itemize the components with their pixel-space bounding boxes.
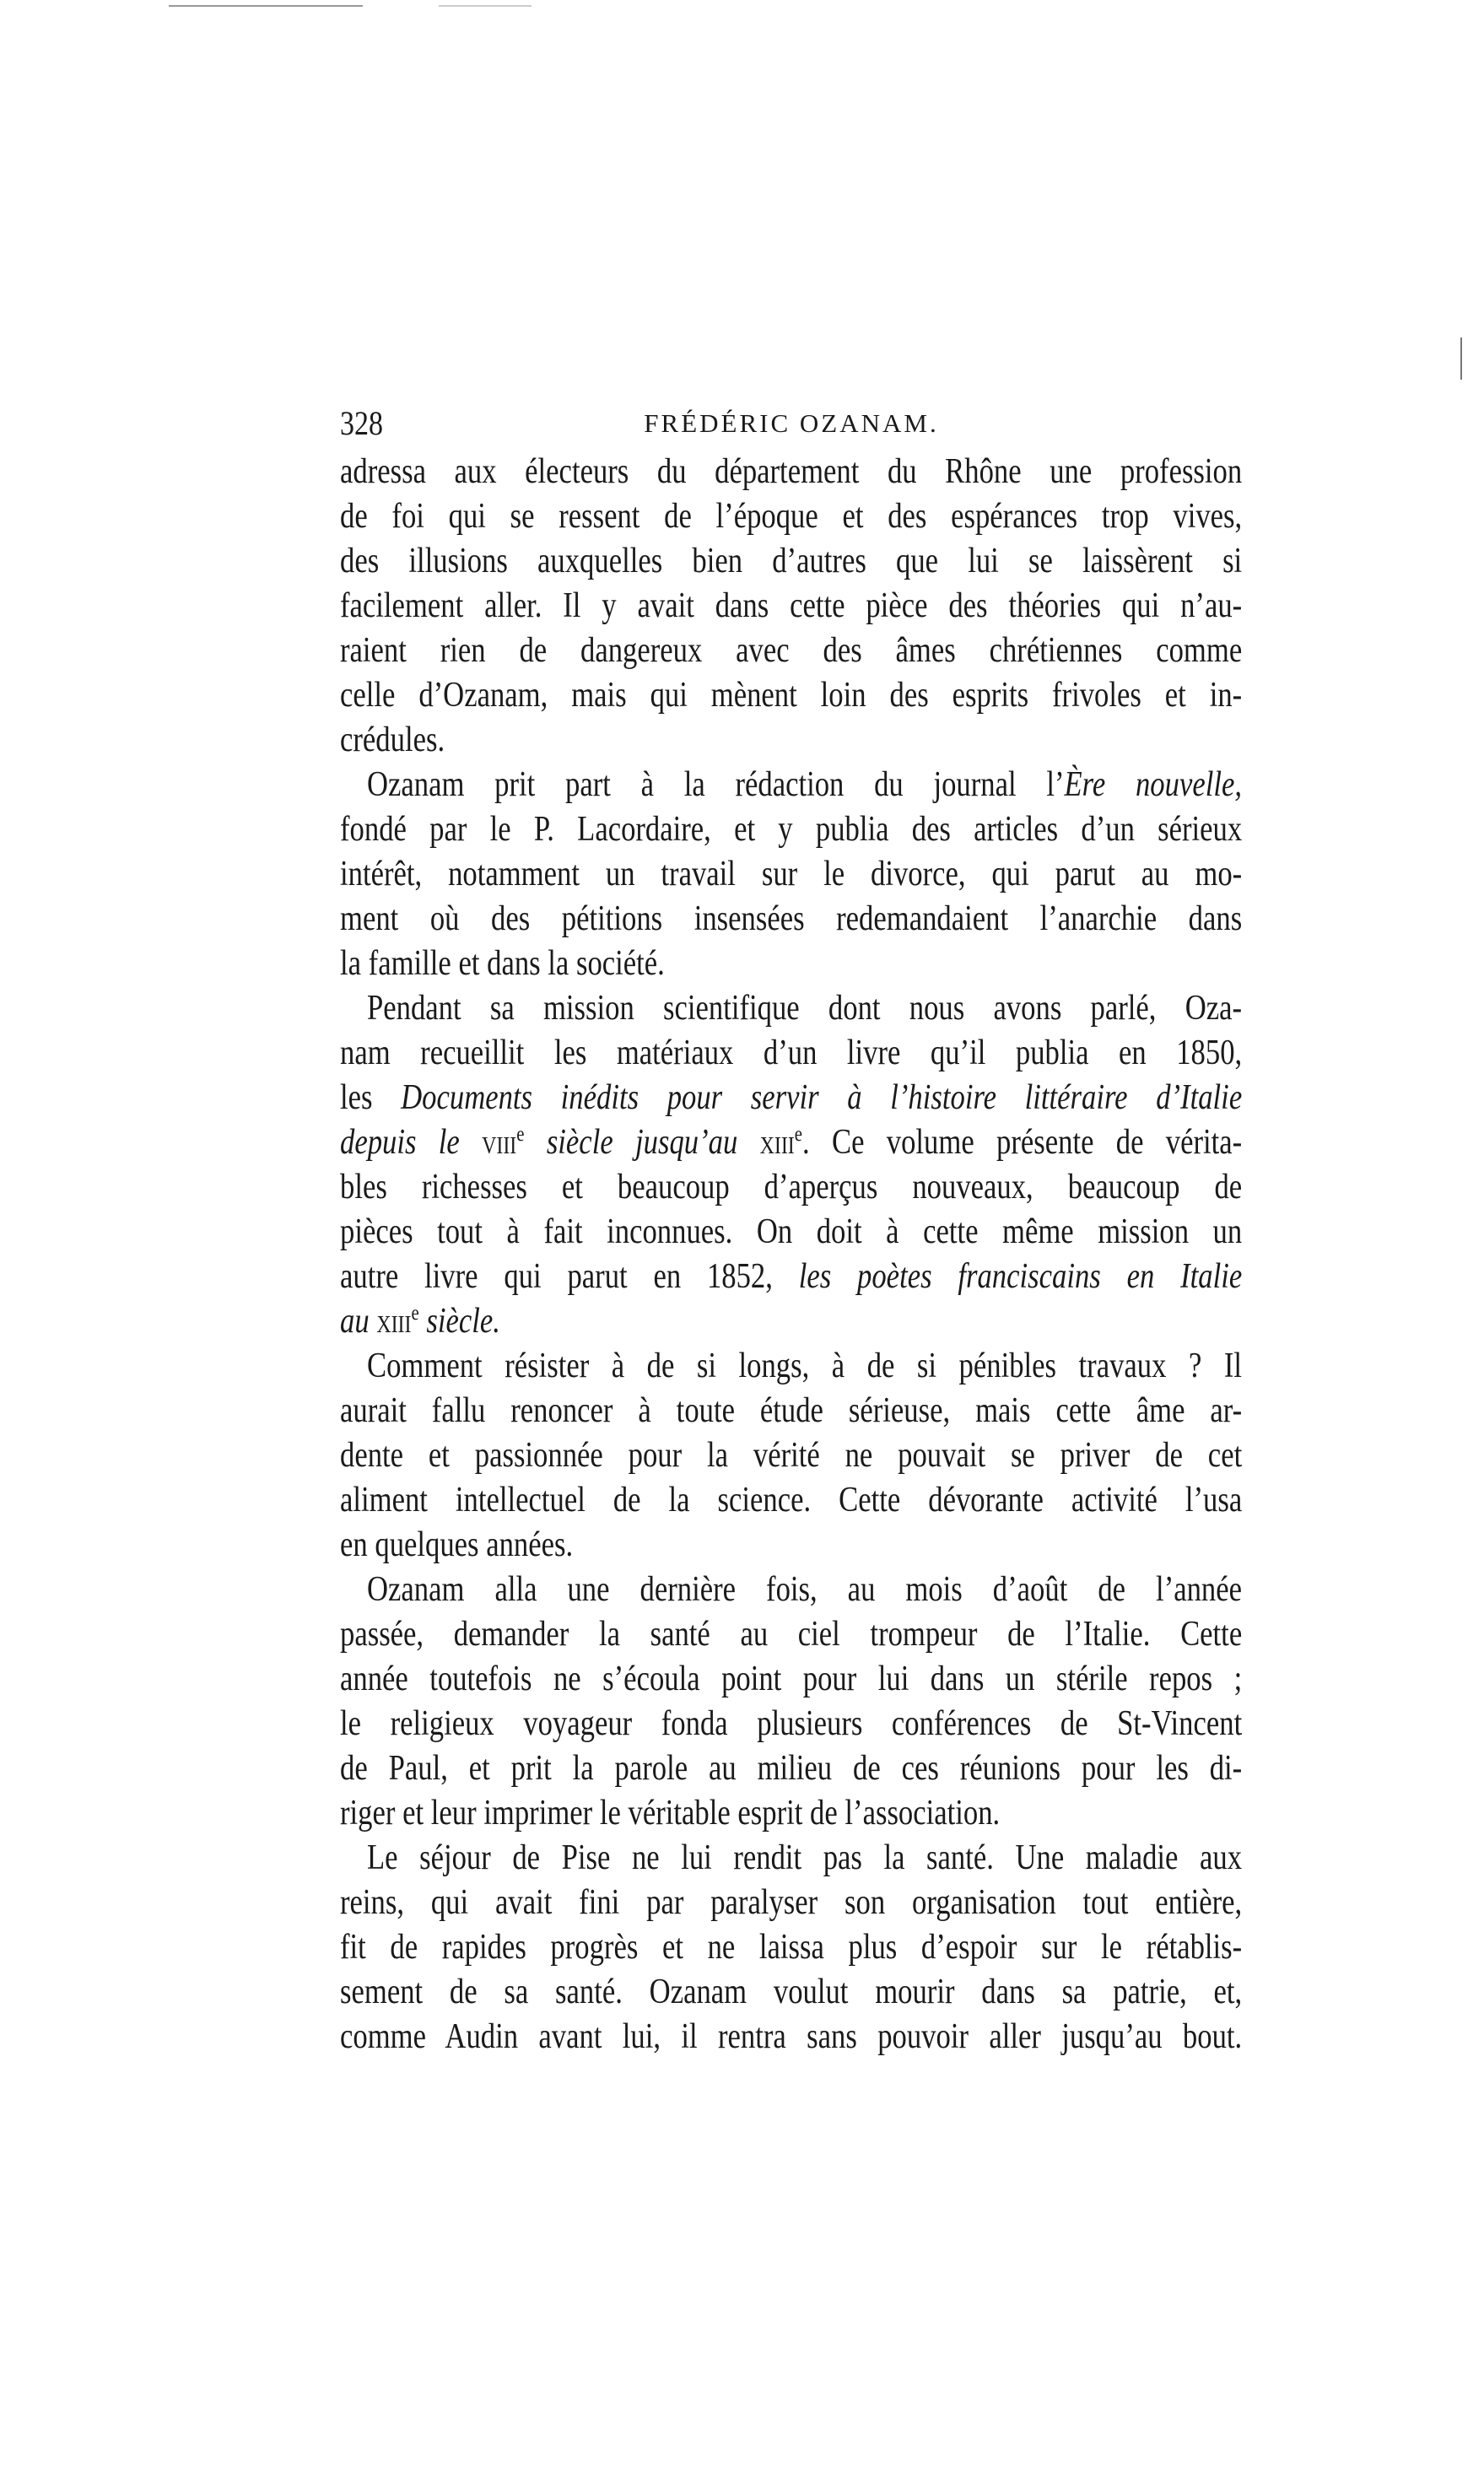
text-segment: reins, qui avait fini par paralyser son organisation tout entière, — [340, 1883, 1243, 1922]
text-line — [340, 1210, 1242, 1255]
text-line — [340, 1881, 1242, 1925]
text-segment: année toutefois ne s’écoula point pour lui dans un stérile repos ; — [340, 1660, 1243, 1698]
scan-edge-mark — [1460, 337, 1462, 380]
text-segment: les — [340, 1078, 402, 1117]
text-line — [340, 718, 1242, 763]
superscript: e — [516, 1123, 525, 1146]
text-segment: adressa aux électeurs du département du Rhône une profession — [340, 452, 1243, 491]
italic-text: Documents inédits pour servir à l’histoire littéraire d’Italie — [401, 1078, 1243, 1117]
text-line — [340, 450, 1242, 494]
text-line — [340, 629, 1242, 673]
text-line — [340, 807, 1242, 852]
scan-artifact — [169, 5, 363, 7]
text-segment: ment où des pétitions insensées redemandaient l’anarchie dans — [340, 899, 1243, 938]
italic-text: les poètes franciscains en Italie — [798, 1257, 1243, 1296]
text-line — [340, 1255, 1242, 1299]
running-head-title: FRÉDÉRIC OZANAM. — [644, 408, 939, 438]
text-segment: fit de rapides progrès et ne laissa plus d’espoir sur le rétablis- — [340, 1928, 1243, 1967]
small-caps-numeral: xiii — [759, 1123, 795, 1162]
text-segment: de Paul, et prit la parole au milieu de ces réunions pour les di- — [340, 1749, 1243, 1788]
text-segment: Comment résister à de si longs, à de si pénibles travaux ? Il — [367, 1347, 1243, 1385]
text-line — [340, 539, 1242, 584]
text-line — [340, 942, 1242, 986]
text-segment: Le séjour de Pise ne lui rendit pas la santé. Une maladie aux — [367, 1838, 1243, 1877]
text-line — [340, 1299, 1242, 1344]
text-line — [340, 1389, 1242, 1433]
text-segment: nam recueillit les matériaux d’un livre qu’il publia en 1850, — [340, 1034, 1243, 1072]
text-line — [340, 852, 1242, 897]
text-segment: Ozanam prit part à la rédaction du journal l’ — [367, 765, 1065, 804]
text-segment: dente et passionnée pour la vérité ne pouvait se priver de cet — [340, 1436, 1243, 1475]
italic-text: siècle. — [418, 1302, 500, 1341]
text-segment: en quelques années. — [340, 1525, 574, 1564]
text-segment: aurait fallu renoncer à toute étude sérieuse, mais cette âme ar- — [340, 1391, 1243, 1430]
text-segment: sement de sa santé. Ozanam voulut mourir dans sa patrie, et, — [340, 1973, 1243, 2011]
text-segment: fondé par le P. Lacordaire, et y publia des articles d’un sérieux — [340, 810, 1243, 849]
text-line — [340, 1702, 1242, 1746]
text-segment: raient rien de dangereux avec des âmes chrétiennes comme — [340, 631, 1243, 670]
text-line — [340, 1165, 1242, 1210]
italic-text: depuis le — [340, 1123, 483, 1162]
text-line — [367, 986, 1242, 1031]
text-line — [340, 1076, 1242, 1120]
page-number: 328 — [340, 404, 383, 442]
text-segment: la famille et dans la société. — [340, 944, 665, 983]
text-segment: bles richesses et beaucoup d’aperçus nouveaux, beaucoup de — [340, 1168, 1243, 1206]
text-segment: comme Audin avant lui, il rentra sans pouvoir aller jusqu’au bout. — [340, 2017, 1243, 2056]
text-segment: autre livre qui parut en 1852, — [340, 1257, 799, 1296]
small-caps-numeral: viii — [482, 1123, 517, 1162]
text-segment: des illusions auxquelles bien d’autres que lui se laissèrent si — [340, 542, 1243, 580]
scan-artifact — [439, 5, 532, 7]
text-segment: pièces tout à fait inconnues. On doit à cette même mission un — [340, 1212, 1243, 1251]
small-caps-numeral: xiii — [376, 1302, 412, 1341]
text-segment: aliment intellectuel de la science. Cette dévorante activité l’usa — [340, 1481, 1243, 1519]
text-segment: de foi qui se ressent de l’époque et des espérances trop vives, — [340, 497, 1243, 536]
running-header — [340, 403, 1243, 445]
text-segment: celle d’Ozanam, mais qui mènent loin des esprits frivoles et in- — [340, 676, 1243, 715]
text-line — [340, 1746, 1242, 1791]
text-line — [340, 1433, 1242, 1478]
text-segment: intérêt, notamment un travail sur le divorce, qui parut au mo- — [340, 855, 1243, 893]
text-line — [340, 1970, 1242, 2015]
text-line — [340, 1925, 1242, 1970]
text-line — [340, 2015, 1242, 2059]
text-line — [340, 1031, 1242, 1076]
text-segment: le religieux voyageur fonda plusieurs conférences de St-Vincent — [340, 1704, 1243, 1743]
text-segment: Pendant sa mission scientifique dont nous avons parlé, Oza- — [367, 989, 1243, 1028]
text-line — [340, 1791, 1242, 1836]
text-line — [340, 584, 1242, 629]
text-line — [340, 494, 1242, 539]
text-segment: Ozanam alla une dernière fois, au mois d’août de l’année — [367, 1570, 1243, 1609]
superscript: e — [794, 1123, 803, 1146]
text-line — [340, 1523, 1242, 1568]
text-line — [340, 1612, 1242, 1657]
italic-text: au — [340, 1302, 377, 1341]
italic-text: siècle jusqu’au — [524, 1123, 760, 1162]
text-line — [340, 897, 1242, 942]
text-line — [340, 1478, 1242, 1523]
text-segment: . Ce volume présente de vérita- — [802, 1123, 1243, 1162]
text-line — [367, 1568, 1242, 1612]
text-line — [340, 673, 1242, 718]
text-line — [340, 1120, 1242, 1165]
italic-text: Ère nouvelle, — [1064, 765, 1243, 804]
text-line — [367, 1836, 1242, 1881]
text-line — [367, 763, 1242, 807]
text-segment: passée, demander la santé au ciel trompeur de l’Italie. Cette — [340, 1615, 1243, 1654]
text-segment: riger et leur imprimer le véritable esprit de l’association. — [340, 1794, 1001, 1833]
text-segment: facilement aller. Il y avait dans cette pièce des théories qui n’au- — [340, 586, 1243, 625]
text-line — [340, 1657, 1242, 1702]
text-segment: crédules. — [340, 721, 445, 759]
text-line — [367, 1344, 1242, 1389]
superscript: e — [411, 1302, 419, 1325]
